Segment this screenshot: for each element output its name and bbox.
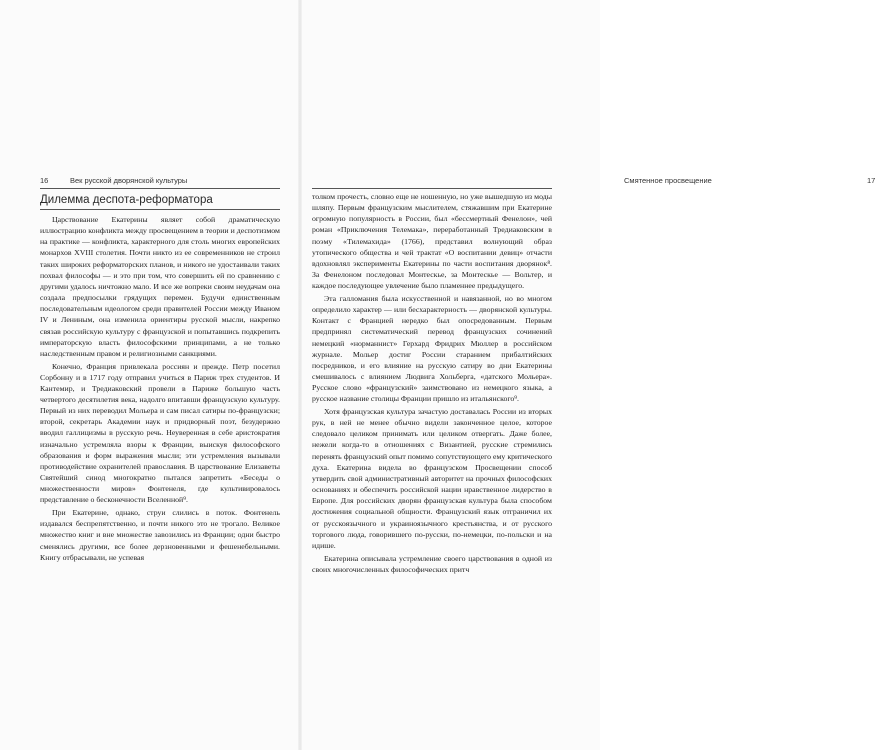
running-head-title: Смятенное просвещение xyxy=(624,176,712,185)
paragraph: Конечно, Франция привлекала россиян и прежде. Петр посетил Сорбонну и в 1717 году отправил учиться в Париж трех студентов. И Кантемир, и Тредиаковский провели в Париже большую часть четвертого десятилетия века, надолго впитавши французскую культуру. Первый из них переводил Мольера и сам писал сатиры по-французски; второй, секретарь Академии наук и придворный поэт, безудержно вводил галлицизмы в русскую речь. Неуверенная в себе аристократия изначально устремляла взоры к Франции, выискуя философского образования и форм выражения мысли; эти устремления вызывали противодействие охранителей православия. В царствование Елизаветы Святейший синод многократно пытался запретить «Беседы о множественности миров» Фонтенеля, где культивировалось представление о бесконечности Вселенной⁹. xyxy=(40,361,280,505)
running-head-title: Век русской дворянской культуры xyxy=(70,176,188,185)
paragraph: Эта галломания была искусственной и навязанной, но во многом определило характер — или бесхарактерность — дворянской культуры. Контакт с Францией нередко был опосредованным. Первым предпринял систематический перевод французских сочинений немецкий «норманнист» Герхард Фридрих Мюллер в российском журнале. Мольер достиг России старанием прибалтийских посредников, и его влияние на русскую сатиру во дни Екатерины смешивалось с влиянием Людвига Хольберга, «датского Мольера». Русское слово «французский» заимствовано из немецкого языка, а русское название столицы Франции пришло из итальянского⁹. xyxy=(312,293,552,404)
header-rule xyxy=(312,188,552,189)
page-number: 17 xyxy=(867,176,875,185)
paragraph: Хотя французская культура зачастую доставалась России из вторых рук, в ней не менее обычно видели законченное целое, которое следовало целиком принимать или целиком отвергать. Даже более, нежели когда-то в отношениях с Византией, русские стремились перенять французский опыт помимо сопутствующего ему критического духа. Екатерина видела во французском Просвещении способ утвердить свой административный авторитет на прочных философских основаниях и обеспечить российской нации нравственное лидерство в Европе. Для российских дворян французская культура была способом достижения социальной общности. Французский язык отграничил их от русскоязычного и украиноязычного крестьянства, и от русского торгового люда, говорившего по-русски, по-немецки, по-польски и на идише. xyxy=(312,406,552,550)
page-number: 16 xyxy=(40,176,49,185)
section-heading-rule xyxy=(40,209,280,210)
text-column xyxy=(40,214,280,564)
right-page xyxy=(300,0,875,750)
left-page xyxy=(0,0,300,750)
paragraph: Екатерина описывала устремление своего царствования в одной из своих многочисленных философических притч xyxy=(312,553,552,574)
paragraph: Царствование Екатерины являет собой драматическую иллюстрацию конфликта между просвещением в теории и деспотизмом на практике — конфликта, характерного для столь многих европейских монархов XVIII столетия. Почти никто из ее современников не строил таких широких реформаторских планов, и никого не удостаивали таких похвал философы — и это при том, что совершить ей по сравнению с другими удалось ничтожно мало. И все же вопреки своим неудачам она создала предпосылки грядущих перемен. Будучи единственным последовательным идеологом среди правителей России между Иваном IV и Лениным, она изменила ориентиры русской мысли, накрепко связав российскую культуру с французской и попытавшись подкрепить императорскую власть философскими принципами, а не только наследственным правом и религиозными санкциями. xyxy=(40,215,280,358)
paragraph: толком прочесть, словно еще не ношенную, но уже вышедшую из моды шляпу. Первым французским мыслителем, стяжавшим при Екатерине огромную популярность в России, был «бессмертный Фенелон», чей роман «Приключения Телемака», переработанный Тредиаковским в поэму «Тилемахида» (1766), представил волнующий образ утопического общества и чей трактат «О воспитании девиц» отчасти вдохновлял эксперименты Екатерины по части воспитания дворянок⁸. За Фенелоном последовал Монтескье, за Монтескье — Вольтер, и каждое последующее увлечение было пламеннее предыдущего. xyxy=(312,192,552,291)
header-rule xyxy=(40,188,280,189)
text-column xyxy=(312,191,552,576)
section-heading: Дилемма деспота-реформатора xyxy=(40,194,213,206)
paragraph: При Екатерине, однако, струи слились в поток. Фонтенель издавался беспрепятственно, и почти никого это не трогало. Великое множество книг и вне множестве завозились из Франции; одни быстро сменялись другими, все более дерзновенными и фешенебельными. Книгу отбрасывали, не успевая xyxy=(40,508,280,562)
running-head xyxy=(40,175,278,187)
